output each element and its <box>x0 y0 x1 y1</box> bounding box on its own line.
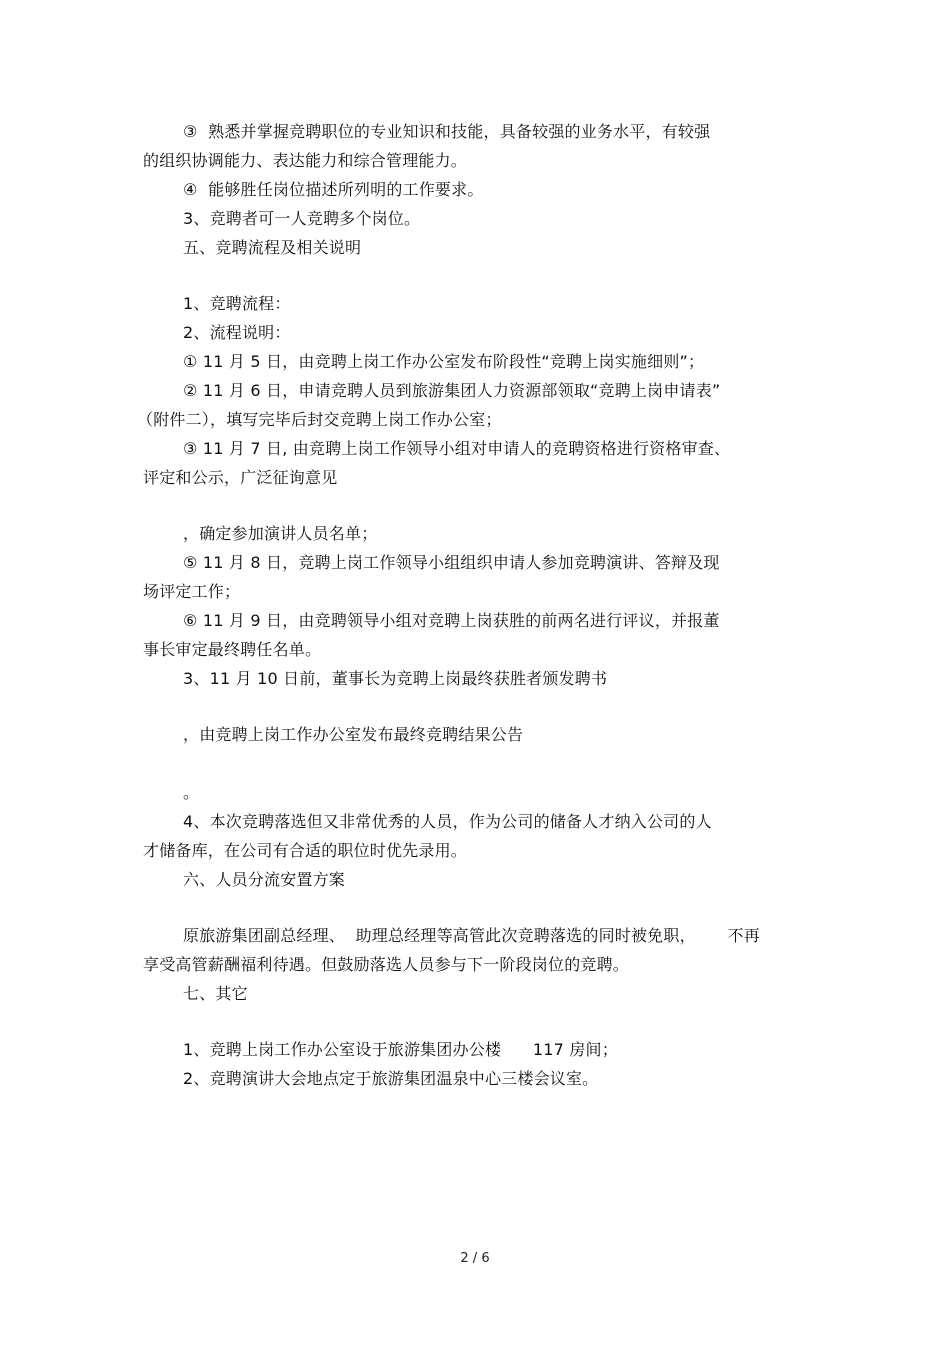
text-line: 2、竞聘演讲大会地点定于旅游集团温泉中心三楼会议室。 <box>183 1069 599 1088</box>
text-line: 4、本次竞聘落选但又非常优秀的人员，作为公司的储备人才纳入公司的人 <box>183 812 712 831</box>
text-line: 评定和公示，广泛征询意见 <box>143 468 338 487</box>
text-line: 事长审定最终聘任名单。 <box>143 640 322 659</box>
text-line: 3、11 月 10 日前，董事长为竞聘上岗最终获胜者颁发聘书 <box>183 669 608 688</box>
text-line: 2、流程说明： <box>183 323 291 342</box>
section-heading: 五、竞聘流程及相关说明 <box>183 238 362 257</box>
text-line: 1、竞聘上岗工作办公室设于旅游集团办公楼 117 房间； <box>183 1040 618 1059</box>
text-line: ④ 能够胜任岗位描述所列明的工作要求。 <box>183 180 484 199</box>
text-line: （附件二），填写完毕后封交竞聘上岗工作办公室； <box>137 410 502 429</box>
text-line: 才储备库，在公司有合适的职位时优先录用。 <box>143 841 468 860</box>
text-line: 。 <box>183 783 200 802</box>
section-heading: 七、其它 <box>183 984 248 1003</box>
text-line: ，由竞聘上岗工作办公室发布最终竞聘结果公告 <box>183 725 524 744</box>
text-line: ⑥ 11 月 9 日，由竞聘领导小组对竞聘上岗获胜的前两名进行评议，并报董 <box>183 611 720 630</box>
text-line: 3、竞聘者可一人竞聘多个岗位。 <box>183 209 421 228</box>
text-line: ③ 11 月 7 日, 由竞聘上岗工作领导小组对申请人的竞聘资格进行资格审查、 <box>183 439 731 458</box>
section-heading: 六、人员分流安置方案 <box>183 870 346 889</box>
text-line: 享受高管薪酬福利待遇。但鼓励落选人员参与下一阶段岗位的竞聘。 <box>143 955 630 974</box>
text-line: ① 11 月 5 日，由竞聘上岗工作办公室发布阶段性“竞聘上岗实施细则”； <box>183 352 705 371</box>
text-line: ③ 熟悉并掌握竞聘职位的专业知识和技能，具备较强的业务水平，有较强 <box>183 122 711 141</box>
text-line: 1、竞聘流程： <box>183 294 291 313</box>
text-line: 原旅游集团副总经理、 助理总经理等高管此次竞聘落选的同时被免职， 不再 <box>183 926 760 945</box>
text-line: ② 11 月 6 日，申请竞聘人员到旅游集团人力资源部领取“竞聘上岗申请表” <box>183 381 721 400</box>
text-line: ⑤ 11 月 8 日，竞聘上岗工作领导小组组织申请人参加竞聘演讲、答辩及现 <box>183 553 720 572</box>
page-number: 2 / 6 <box>460 1251 490 1266</box>
text-line: 的组织协调能力、表达能力和综合管理能力。 <box>143 151 468 170</box>
text-line: 场评定工作； <box>143 582 241 601</box>
text-line: ，确定参加演讲人员名单； <box>183 524 378 543</box>
